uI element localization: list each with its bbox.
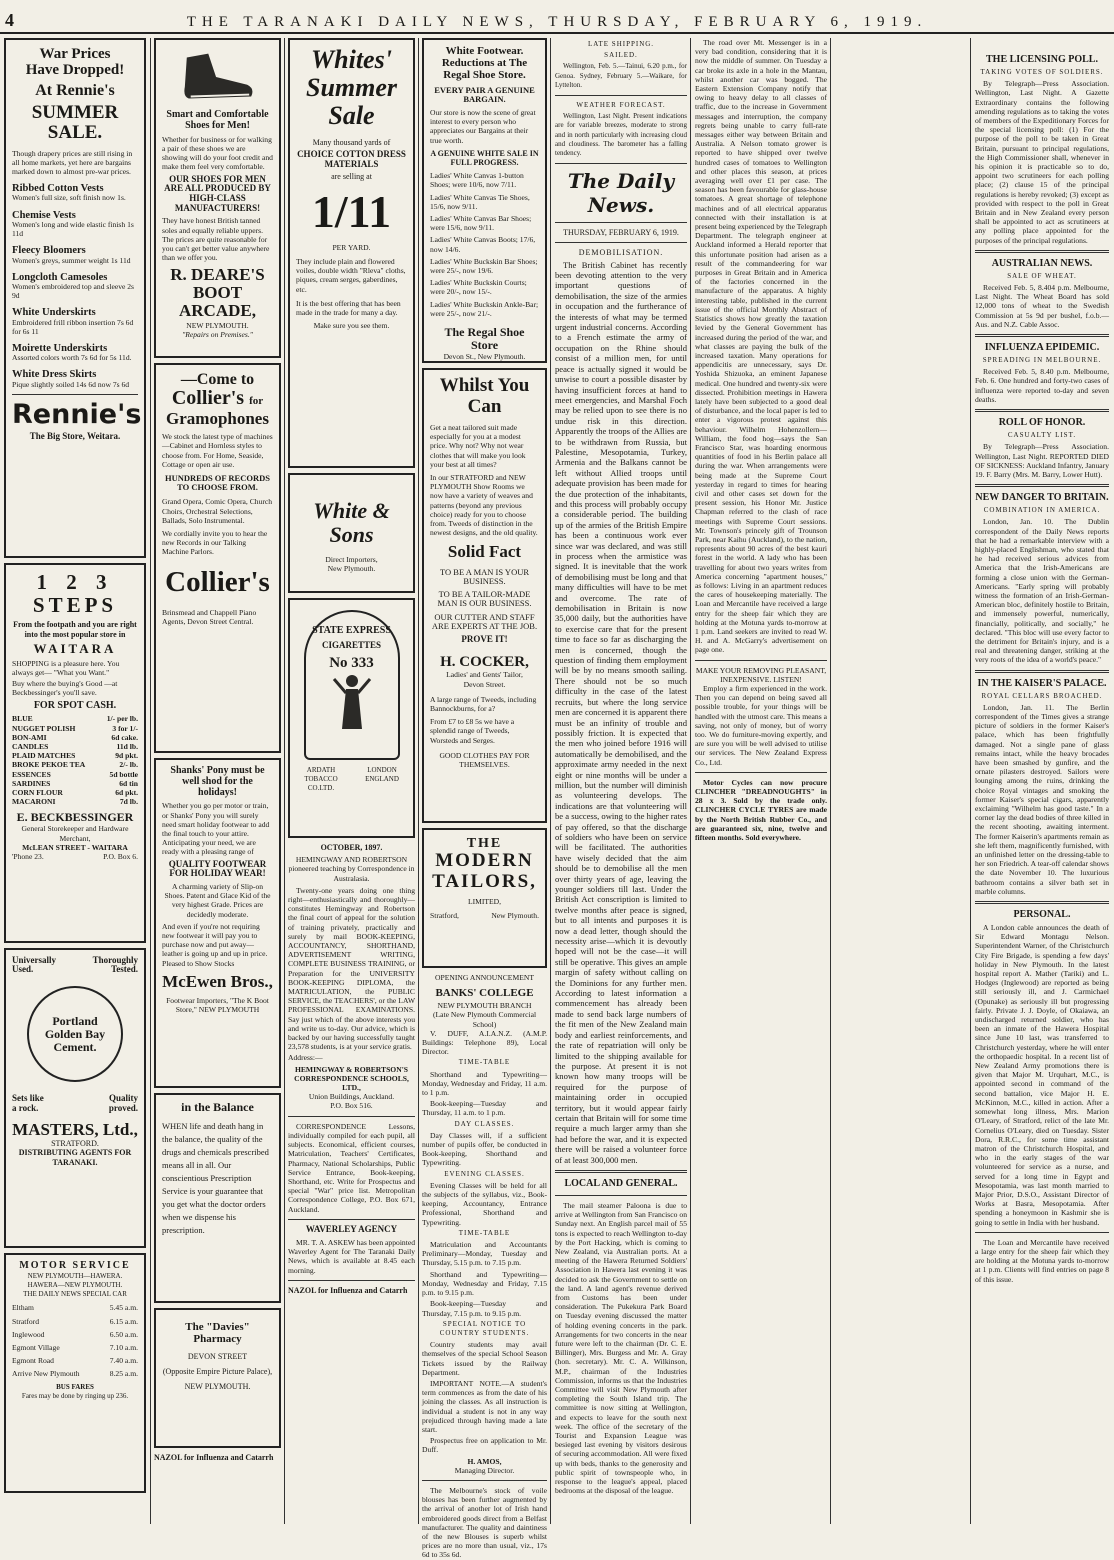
- timetable-row: [12, 1356, 138, 1365]
- ad-text: BUS FARES: [56, 1382, 94, 1391]
- newspaper-title: The Daily News.: [567, 169, 675, 218]
- removal-heading: MAKE YOUR REMOVING PLEASANT, INEXPENSIVE. LISTEN!: [695, 665, 827, 684]
- rennie-item-name: Fleecy Bloomers: [12, 245, 86, 257]
- column-rule: [690, 38, 691, 1524]
- banks-text: Country students may avail themselves of the special School Season Tickets issued by the Railway Department.: [422, 1340, 547, 1377]
- danger-subheading: COMBINATION IN AMERICA.: [983, 506, 1101, 515]
- price-item: NUGGET POLISH: [12, 723, 76, 733]
- banks-text: Matriculation and Accountants Preliminary—Monday, Tuesday and Thursday, 5.15 p.m. to 7.15 p.m.: [422, 1240, 547, 1268]
- ad-heading: Portland Golden Bay Cement.: [44, 1013, 106, 1054]
- ad-text: New Plymouth.: [327, 563, 376, 573]
- roll-of-honor-subheading: CASUALTY LIST.: [1007, 431, 1077, 440]
- banks-subheading: EVENING CLASSES.: [444, 1169, 525, 1178]
- timetable-stop: Inglewood: [12, 1329, 45, 1339]
- deare-ad: [154, 38, 281, 358]
- banks-subheading: NEW PLYMOUTH BRANCH: [437, 1001, 532, 1011]
- ad-text: And even if you're not requiring new footwear it will pay you to purchase now and put away—leather is going up and up in price. Pleased to Show Stocks: [162, 921, 268, 968]
- cement-ad: [4, 948, 146, 1248]
- ad-heading: 1 2 3: [36, 570, 114, 594]
- hemingway-text: HEMINGWAY & ROBERTSON'S CORRESPONDENCE SCHOOLS, LTD.,: [294, 1064, 409, 1093]
- ad-heading: The "Davies" Pharmacy: [185, 1321, 250, 1345]
- figure-illustration: [332, 671, 372, 731]
- banks-heading: BANKS' COLLEGE: [435, 987, 534, 1000]
- timetable-row: [12, 1369, 138, 1378]
- cigarette-badge: [304, 610, 400, 760]
- ad-text: We cordially invite you to hear the new Records in our Talking Machine Parlors.: [162, 529, 268, 557]
- timetable-row: [12, 1303, 138, 1312]
- ad-heading: R. DEARE'S BOOT ARCADE,: [170, 264, 265, 321]
- roll-of-honor-heading: ROLL OF HONOR.: [998, 417, 1086, 429]
- ad-heading: QUALITY FOOTWEAR FOR HOLIDAY WEAR!: [168, 858, 267, 879]
- ad-heading: THE: [466, 836, 503, 851]
- ad-text: Thoroughly: [92, 955, 138, 965]
- blouses-notice: The Melbourne's stock of voile blouses has been further augmented by the arrival of another lot of Irish hand embroidered goods direct from a Belfast manufacturer. The quality and daintiness of the new Blouses is superb whilst prices are no more than usual, viz., 17s 6d to 35s 6d.: [422, 1485, 547, 1560]
- banks-text: Evening Classes will be held for all the subjects of the syllabus, viz., Book-keeping, Accountancy, Entrance Professional, Shorthand and Typewriting.: [422, 1180, 547, 1227]
- price-item: BROKE PEKOE TEA: [12, 760, 86, 770]
- price-item: PLAID MATCHES: [12, 751, 76, 761]
- waverley-heading: WAVERLEY AGENCY: [305, 1223, 398, 1234]
- banks-text: Managing Director.: [454, 1465, 515, 1475]
- timetable-stop: Arrive New Plymouth: [12, 1369, 80, 1379]
- timetable-stop: Eltham: [12, 1303, 34, 1313]
- beckbessinger-ad: [4, 563, 146, 943]
- masthead-bar: [0, 0, 1114, 34]
- ad-text: McLEAN STREET - WAITARA: [22, 842, 128, 852]
- editorial-text: The British Cabinet has recently been devoting attention to the very important questions of demobilisation, the size of the armies in occupation and the furtherance of the interests of what may be termed urgent industrial concerns. According to a French estimate the army of occupation on the Rhine should consist of a million men, for until peace is actually signed it would be unwise to court a possible disaster by having insufficient forces at hand to meet emergencies, and Marshal Foch may be relied upon to see there is no undue risk in this direction. Apparently the troops of the Allies are to be withdrawn from Russia, but Palestine, Mesopotamia, Turkey, Armenia and the Balkans cannot be left without Allied troops until adequate provision has been made for the due protection of the inhabitants, and this process will probably occupy a considerable period. The building up of the armies of the British Empire has been a continuous work ever since war was declared, and was still in process when the armistice was signed. It is inevitable that the work of demobilising must be long and that many difficulties will have to be met and overcome. The rate of demobilisation in Britain is now 35,000 daily, but the authorities have to exercise care that for the present time to face so far as discharging the men is concerned, though the question of finding them employment will be by no means smooth sailing. There should not be so much difficulty in the case of the latest recruits, but where the long service men are concerned it is apparent there must be an infinity of trouble and possibly friction. It is expected that the men who joined before 1916 will automatically be demobilised, and the approximate army needed in the next eight or nine months will be under a million, but the number will diminish as volunteering develops. The indications are that volunteering will be a success, owing to the higher rates of pay offered, so that the discharge of soldiers who have been on service will be facilitated. The authorities have wisely decided that the aim should be to demobilise all the men over thirty years of age, leaving the younger soldiers till last. Under the British Act conscription is limited to twelve months after peace is signed, but to all intents and purposes it is now a dead letter, though should the necessity arise—which it is devoutly hoped will not be the case—it will still be operative. This gives an ample margin of safety without calling on the Dominions for any further men. According to latest information a commencement has already been made to send back large numbers of the fit men of the New Zealand main body and earliest reinforcements, and the rate of repatriation will only be limited to the shipping available for the purpose. At present it is not known how many troops will be required for the purpose of maintaining order in occupied territory, but it would appear fairly certain that Britain will for some time require a much larger army than she had before the war, and it is expected there will be raised a volunteer force of at least 300,000 men.: [555, 259, 687, 1165]
- ad-text: General Storekeeper and Hardware Merchant,: [21, 824, 129, 843]
- australian-news-text: Received Feb. 5, 8.404 p.m. Melbourne, Last Night. The Wheat Board has sold 12,000 tons of wheat to the Swedish Commission at 5s 9d per bushel, f.o.b.—Aus. and N.Z. Cable Assoc.: [975, 283, 1109, 329]
- ad-heading: —Come to: [180, 371, 255, 388]
- po-box: P.O. Box 6.: [103, 851, 138, 861]
- ad-text: From the footpath and you are right into the most popular store in: [13, 620, 137, 639]
- ad-text: GOOD CLOTHES PAY FOR THEMSELVES.: [439, 750, 530, 770]
- price-row: [12, 760, 138, 769]
- price-row: [12, 788, 138, 797]
- licensing-text: By Telegraph—Press Association. Wellington, Last Night. A Gazette Extraordinary contains the following amending regulations as to taking the votes of members of the Expeditionary Forces for the special licensing poll: (1) For the purpose of the poll to be taken in Great Britain, pursuant to principal regulations, the High Commissioner shall, whenever in his opinion it is practicable so to do, appoint two scrutineers for each polling place; (2) clause 15 of the principal regulations is hereby revoked; (3) except as provided with respect to the poll in Great Britain and in New Zealand every person shall be appointed to act as scrutineers at any polling place appointed for the purposes of the principal regulations.: [975, 79, 1109, 245]
- column-4: [422, 38, 547, 1560]
- price-row: [12, 742, 138, 751]
- price-row: [12, 751, 138, 760]
- ad-heading: WAITARA: [33, 640, 117, 656]
- ad-text: Fares may be done by ringing up 236.: [21, 1391, 129, 1400]
- banks-text: Day Classes will, if a sufficient number of pupils offer, be conducted in Book-keeping, Shorthand and Typewriting.: [422, 1130, 547, 1168]
- local-news-continued: The road over Mt. Messenger is in a very bad condition, considering that it is now the middle of summer. On Tuesday a car broke its axle in a hole in the Mantau, whilst another car was bogged. The Eastern Extension Company notify that owing to heavy delay to all classes of traffic, due to the increase in Government messages and interruption, the company regrets being unable to carry full-rate messages either way between Britain and Australia. A Nelson tomato grower is reported to have shipped over twelve hundred cases of tomatoes to Wellington and other places this season, at prices averaging well over £1 per case. The season has been favourable for glass-house tomatoes. A great shortage of telephone machines and of all electrical apparatus connected with their installation is at present being experienced by the Telegraph Department. The telegraph engineer at Auckland informed a Herald reporter that this unfortunate position had arisen as a result of the commandeering for war purposes in Great Britain and in America of the factories concerned in the manufacture of the apparatus. A highly interesting table, published in the current issue of the official Monthly Abstract of Statistics shows how greatly the taxation levied by the General Government has increased during the period of the war, and what classes are paying the bulk of the increased taxation. Many operations for appendicitis are unnecessary, says Dr. Yoshida Shizuoka, an eminent Japanese medical. One hundred and twenty-six were dissected. Prohibition meetings in Hawera lately have been subjected to a good deal of disturbance, and the local paper is led to enter a vigorous protest against this behaviour. Wilhelm Hohenzollern—William, the food hog—says the San Francisco Star, was hoarding enormous quantities of food in his Berlin palace all during the war. When arrangements were being made at the Supreme Court yesterday in regard to times for hearing civil and other cases set down for the present session, his Honor Mr. Justice Chapman referred to the clash of race meetings with Supreme Court sessions. Mr. Townson's princely gift of Trounson Park, near Kaihu (Auckland), to the nation, represents about 90 acres of the best kauri forest in the world. A lady who has been travelling for about two years writes from America concerning "apartment houses," as follows: Living in an apartment reduces the cares of housekeeping materially. The Loan and Mercantile have received a large entry for the sheep fair which they are holding at the Motuna yards to-morrow at 1 p.m. Land seekers are invited to read W. H. and A. McGarry's advertisement on page one.: [695, 38, 827, 655]
- kaiser-subheading: ROYAL CELLARS BROACHED.: [981, 691, 1103, 700]
- ad-text: Our store is now the scene of great interest to every person who appreciates our Bargains at their true worth.: [430, 108, 536, 145]
- ad-heading: CHOICE COTTON DRESS MATERIALS: [297, 149, 406, 169]
- ad-text: Quality: [108, 1093, 138, 1104]
- ad-heading: FOR SPOT CASH.: [33, 699, 117, 711]
- kaiser-text: London, Jan. 11. The Berlin correspondent of the Times gives a strange picture of soldiers in the former Kaiser's palace, which has been frightfully damaged. Not a single pane of glass remains intact, while the heavy brocades have been smashed by gunfire, and the ornate pilasters destroyed. Sailors were lounging among the ruins, drinking the choice Royal vintages and smoking the former Kaiser's special cigars, apparently exclaiming "Wilhelm has good taste." In a corner lay the dead bodies of three killed in the recent shooting, awaiting interment. The former Kaiserin's apartments remain as she left them, magnificently furnished, with an unfinished letter on the dressing-table to her son Friedrich. A tear-off calendar shows the date November 10. The luxurious bathroom contains a silver bath set in marble columns.: [975, 702, 1109, 896]
- masthead: THE TARANAKI DAILY NEWS, THURSDAY, FEBRUARY 6, 1919.: [186, 14, 928, 30]
- ad-text: Sets like: [12, 1093, 44, 1104]
- rennie-item-detail: Women's long and wide elastic finish 1s 11d: [12, 219, 134, 239]
- state-express-ad: [288, 598, 415, 838]
- ad-text: PER YARD.: [332, 242, 371, 252]
- price-item: CORN FLOUR: [12, 788, 63, 798]
- licensing-subheading: TAKING VOTES OF SOLDIERS.: [980, 68, 1104, 76]
- ad-heading: Smart and Comfortable Shoes for Men!: [166, 109, 269, 131]
- price-row: [12, 733, 138, 742]
- phone: 'Phone 23.: [12, 851, 44, 861]
- price-row: [12, 779, 138, 788]
- local-news-text: The mail steamer Paloona is due to arrive at Wellington from San Francisco on Sunday next. An English parcel mail of 55 tons is expected to reach Wellington to-day by the Port Hacking, which is coming to New Zealand, via Australian ports. At a meeting of the Hawera Returned Soldiers' Association in Hawera last evening it was decided to ask the Government to settle on the land. A land agent's revenue derived from Customs has been under consideration. The Pukekura Park Board on Tuesday evening discussed the matter of holding evening concerts in the park. Arrangements for two concerts in the near future were left to the chairman (Dr. C. E. Billinger), Mrs. Burgess and Mr. A. Gray (hon. secretary). Mr. C. A. Wilkinson, M.P., chairman of the Industries Commission, informs us that the Industries Committee will visit New Plymouth after completing the South Island trip. The committee is now sitting at Wellington, and expects to leave for the south next week. The office of the secretary of the Tourist and Expansion League was besieged last evening by visitors desirous of securing accommodation. All were fixed up with beds, thanks to the generosity and public spirit of townspeople who, in response to the league's appeal, placed bedrooms at the disposal of the league.: [555, 1200, 687, 1496]
- licensing-heading: THE LICENSING POLL.: [986, 54, 1098, 65]
- banks-text: Shorthand and Typewriting—Monday, Wednesday and Friday, 11 a.m. to 1 p.m.: [422, 1069, 547, 1098]
- column-6: [695, 38, 827, 1524]
- ad-text: The Big Store, Weitara.: [29, 430, 121, 441]
- price-row: [12, 770, 138, 779]
- rennie-item-name: White Dress Skirts: [12, 369, 97, 381]
- page-number: 4: [5, 10, 14, 30]
- ad-heading: Collier's: [171, 387, 245, 410]
- timetable-time: 6.15 a.m.: [109, 1316, 138, 1326]
- nazol-notice: NAZOL for Influenza and Catarrh: [154, 1453, 274, 1462]
- column-rule: [150, 38, 151, 1524]
- rennie-item-name: Moirette Underskirts: [12, 342, 108, 354]
- rennie-item-name: Chemise Vests: [12, 209, 76, 221]
- column-rule: [550, 38, 551, 1524]
- waverley-text: MR. T. A. ASKEW has been appointed Waverley Agent for The Taranaki Daily News, which is available at 8.45 each morning.: [288, 1237, 415, 1275]
- rennie-ad: [4, 38, 146, 558]
- price-value: 9d pkt.: [115, 751, 138, 761]
- timetable-stop: Egmont Road: [12, 1356, 54, 1366]
- ad-text: STRATFORD.: [51, 1139, 99, 1149]
- hemingway-text: Union Buildings, Auckland.: [308, 1092, 395, 1102]
- ad-heading: Shanks' Pony must be well shod for the holidays!: [170, 765, 265, 798]
- mcewen-ad: [154, 758, 281, 1088]
- timetable-row: [12, 1330, 138, 1339]
- ad-text: TO BE A MAN IS YOUR BUSINESS.: [439, 566, 530, 587]
- rennie-item-detail: Women's embroidered top and sleeve 2s 9d: [12, 281, 135, 301]
- timetable-time: 7.40 a.m.: [109, 1356, 138, 1366]
- price-value: 5d bottle: [109, 769, 138, 779]
- shoe-price-item: Ladies' White Buckskin Bar Shoes; were 25/-, now 19/6.: [430, 256, 538, 276]
- kaiser-heading: IN THE KAISER'S PALACE.: [977, 677, 1107, 689]
- price-value: 2/- lb.: [119, 760, 138, 770]
- ad-text: Buy where the buying's Good —at Beckbessinger's you'll save.: [12, 679, 118, 698]
- ad-text: Brinsmead and Chappell Piano Agents, Devon Street Central.: [162, 607, 257, 627]
- price-item: CANDLES: [12, 742, 49, 751]
- modern-tailors-ad: [422, 828, 547, 968]
- ad-heading: H. COCKER,: [440, 654, 529, 671]
- banks-text: Book-keeping—Tuesday and Thursday, 7.15 p.m. to 9.15 p.m.: [422, 1299, 547, 1318]
- ad-text: Get a neat tailored suit made especially for you at a modest price. Why not? Why not wear clothes that will make you look your best at all times?: [430, 423, 526, 469]
- shoe-price-item: Ladies' White Canvas Boots; 17/6, now 14/6.: [430, 235, 536, 254]
- timetable-time: 7.10 a.m.: [109, 1343, 138, 1353]
- shoe-price-item: Ladies' White Canvas Tie Shoes, 15/6, now 9/11.: [430, 192, 530, 211]
- price-value: 3 for 1/-: [112, 723, 138, 733]
- price-row: [12, 724, 138, 733]
- banks-text: Book-keeping—Tuesday and Thursday, 11 a.m. to 1 p.m.: [422, 1099, 547, 1118]
- ad-heading: Gramophones: [166, 408, 269, 428]
- shipping-subheading: SAILED.: [604, 51, 638, 60]
- ad-heading: SUMMER SALE.: [31, 101, 119, 144]
- column-rule: [970, 38, 971, 1524]
- price-item: SARDINES: [12, 778, 51, 788]
- ad-heading: STEPS: [32, 592, 118, 617]
- price-value: 7d lb.: [119, 797, 138, 807]
- price: 1/11: [311, 186, 392, 238]
- danger-heading: NEW DANGER TO BRITAIN.: [975, 492, 1109, 504]
- clincher-notice: Motor Cycles can now procure CLINCHER "DREADNOUGHTS" in 28 x 3. Sold by the trade only. CLINCHER CYCLE TYRES are made by the North British Rubber Co., and are guaranteed six, nine, twelve and fifteen months. Sold everywhere.: [695, 777, 827, 843]
- rennie-item-name: Longcloth Camesoles: [12, 271, 108, 283]
- ad-text: NEW PLYMOUTH.: [184, 1382, 251, 1392]
- ad-text: Grand Opera, Comic Opera, Church Choirs, Orchestral Selections, Ballads, Solo Instrumental.: [162, 497, 273, 525]
- ad-text: Many thousand yards of: [312, 138, 391, 148]
- banks-text: IMPORTANT NOTE.—A student's term commences as from the date of his joining the classes. As all instruction is individual a student is not in any way prejudiced through having made a late start.: [422, 1378, 547, 1434]
- shipping-heading: LATE SHIPPING.: [587, 40, 655, 48]
- ad-text: "Repairs on Premises.": [182, 329, 253, 339]
- removal-text: Employ a firm experienced in the work. Then you can depend on being saved all possible trouble, for your things will be handled with the utmost care. This means a saving, not only of money, but of worry too. We do furniture-moving expertly, and are sure you will be well advised to utilise our services. The New Zealand Express Co., Ltd.: [695, 684, 827, 767]
- ad-text: Devon St., New Plymouth.: [443, 352, 526, 361]
- roll-of-honor-text: By Telegraph—Press Association. Wellington, Last Night. REPORTED DIED OF SICKNESS: Auckland Infantry, January 19. F. Barry (Mrs. M. Barry, Lower Hutt).: [975, 442, 1109, 479]
- ad-text: TO BE A TAILOR-MADE MAN IS OUR BUSINESS.: [437, 589, 532, 609]
- ad-text: NEW PLYMOUTH—HAWERA. HAWERA—NEW PLYMOUTH.: [27, 1271, 123, 1289]
- price-row: [12, 714, 138, 723]
- shipping-text: Wellington, Feb. 5.—Tainui, 6.20 p.m., for Genoa. Sydney, February 5.—Waikare, for Lyttelton.: [555, 62, 687, 89]
- price-value: 11d lb.: [116, 742, 138, 751]
- ad-heading: OUR SHOES FOR MEN ARE ALL PRODUCED BY HIGH-CLASS MANUFACTURERS!: [164, 173, 271, 213]
- column-5: [555, 38, 687, 1524]
- rennie-item-name: White Underskirts: [12, 307, 96, 319]
- ad-text: In our STRATFORD and NEW PLYMOUTH Show Rooms we now have a variety of weaves and patterns (beyond any previous choice) ready for you to choose from. Tweeds of distinction in the newest designs, and the old quality.: [430, 473, 538, 538]
- ad-text: SHOPPING is a pleasure here. You always get— "What you Want.": [12, 658, 120, 677]
- australian-news-subheading: SALE OF WHEAT.: [1007, 271, 1077, 280]
- ad-text: Make sure you see them.: [313, 321, 390, 331]
- timetable-time: 8.25 a.m.: [109, 1369, 138, 1379]
- hemingway-text: P.O. Box 516.: [330, 1101, 373, 1111]
- ad-text: a rock.: [12, 1102, 39, 1113]
- whites-ad: [288, 38, 415, 468]
- ad-text: Tested.: [111, 964, 138, 975]
- nazol-notice: NAZOL for Influenza and Catarrh: [288, 1285, 408, 1295]
- regal-ad: [422, 38, 547, 363]
- ad-text: are selling at: [331, 171, 372, 181]
- ad-text: Used.: [12, 964, 34, 975]
- ad-text: DISTRIBUTING AGENTS FOR TARANAKI.: [18, 1148, 132, 1167]
- timetable-row: [12, 1343, 138, 1352]
- ad-text: WHEN life and death hang in the balance, the quality of the drugs and chemicals prescribed means all in all. Our conscientious Prescription Service is your guarantee that you get what the doctor orders when we dispense his prescription.: [162, 1120, 269, 1235]
- ad-text: We stock the latest type of machines—Cabinet and Hornless styles to choose from. For Home, Seaside, Cottage or open air use.: [162, 432, 273, 469]
- ad-heading: Whites': [311, 45, 392, 74]
- ad-heading: CIGARETTES: [321, 639, 382, 650]
- white-sons-ad: [288, 473, 415, 593]
- price-list: [12, 714, 138, 806]
- weather-heading: WEATHER FORECAST.: [576, 101, 666, 110]
- ad-text: LIMITED,: [467, 897, 502, 907]
- ad-text: ARDATH TOBACCO CO.LTD.: [304, 766, 338, 793]
- ad-heading: Solid Fact: [447, 542, 522, 562]
- price-value: 6d pkt.: [115, 788, 138, 798]
- cement-logo: [27, 986, 123, 1082]
- rennie-items: [12, 184, 138, 388]
- ad-text: THE DAILY NEWS SPECIAL CAR: [23, 1290, 127, 1299]
- ad-text: Footwear Importers, "The K Boot Store," NEW PLYMOUTH: [166, 996, 269, 1015]
- ad-heading: No 333: [329, 654, 374, 671]
- loan-notice: The Loan and Mercantile have received a large entry for the sheep fair which they are holding at the Motuna yards to-morrow at 1 p.m. Clients will find entries on page 8 of this issue.: [975, 1237, 1109, 1284]
- ad-heading: HUNDREDS OF RECORDS TO CHOOSE FROM.: [164, 473, 270, 493]
- timetable-stop: Stratford: [12, 1316, 39, 1326]
- price-value: 6d tin: [119, 778, 138, 788]
- editorial-heading: DEMOBILISATION.: [578, 248, 664, 258]
- price-item: BON-AMI: [12, 732, 47, 742]
- weather-text: Wellington, Last Night. Present indications are for variable breezes, moderate to strong and in north particularly with increasing cloud and cloudiness. The barometer has a falling tendency.: [555, 112, 687, 158]
- ad-text: It is the best offering that has been made in the trade for many a day.: [296, 298, 401, 317]
- hemingway-date: OCTOBER, 1897.: [320, 843, 383, 852]
- ad-heading: MOTOR SERVICE: [19, 1260, 131, 1271]
- danger-text: London, Jan. 10. The Dublin correspondent of the Daily News reports that he had a remarkable interview with a highly-placed Englishman, who stated that he had received serious advices from America that the Irish-Americans are forming a close union with the German-Americans. "Early spring will probably witness the formation of an Irish-German-American bloc, definitely hostile to Britain, and immensely powerful, numerically, financially, politically, and socially," he declared. "This bloc will use every factor to the detriment for Britain's injury, and is a real and threatening danger, striking at the very roots of the idea of a world's peace.": [975, 517, 1109, 665]
- rennie-name: Rennie's: [12, 398, 142, 430]
- ad-heading: At Rennie's: [35, 82, 115, 100]
- rennie-item-detail: Women's greys, summer weight 1s 11d: [12, 255, 131, 265]
- ad-heading: Collier's: [165, 565, 270, 598]
- column-rule: [830, 38, 831, 1524]
- price-item: BLUE: [12, 714, 33, 724]
- column-2: [154, 38, 281, 1524]
- ad-heading: White Footwear. Reductions at The Regal Shoe Store.: [441, 45, 528, 81]
- shoe-price-item: Ladies' White Buckskin Courts; were 20/-, now 15/-.: [430, 278, 527, 297]
- ad-text: Whether you go per motor or train, or Shanks' Pony you will surely need smart holiday footwear to add the final touch to your attire. Anticipating your need, we are ready with a pleasing range of: [162, 801, 270, 857]
- collier-ad: [154, 363, 281, 753]
- rennie-item-detail: Pique slightly soiled 14s 6d now 7s 6d: [12, 379, 130, 389]
- influenza-text: Received Feb. 5, 8.40 p.m. Melbourne, Feb. 6. One hundred and forty-two cases of influenza were reported to-day and seven deaths.: [975, 367, 1109, 404]
- price-value: 6d cake.: [111, 732, 138, 742]
- ad-text: proved.: [108, 1102, 138, 1113]
- ad-text: (Opposite Empire Picture Palace),: [162, 1366, 273, 1376]
- hemingway-heading: HEMINGWAY AND ROBERTSON pioneered teaching by Correspondence in Australasia.: [288, 855, 415, 883]
- ad-text: Devon Street.: [463, 679, 506, 689]
- rennie-item-detail: Embroidered frill ribbon insertion 7s 6d for 6s 11: [12, 317, 134, 336]
- personal-text: A London cable announces the death of Sir Edward Montagu Nelson. Superintendent Warner, of the Christchurch City Fire Brigade, is spending a few days' holiday in New Plymouth. In the latest hospital report A. Mather (Tariki) and L. Hodges (Inglewood) are reported as being still seriously ill, and J. Carmichael (Opunake) as seriously ill but progressing fairly. Private J. J. Doyle, of Okaiawa, an undischarged returned soldier, who has been an inmate of the Hawera Hospital since June 10 last, was transferred to Christchurch yesterday, where he will enter the orthopaedic hospital. In a recent list of New Zealand Army promotions there is given that Major M. Urquhart, M.C., is appointed second in command of the second battalion, vice Major H. E. McKinnon, M.C., killed in action. After a somewhat long illness, Mrs. Marion O'Leary, of Stratford, relict of the late Mr. Cornelius O'Leary, died on Tuesday. Sister Dora, R.R.C., for some time assistant matron of the Christchurch Hospital, and who in the early stages of the war volunteered for service as a nurse, and served for a long time in Egypt and Mesopotamia, was last month married to Major Prior, D.S.O., Assistant Director of Works at Basra, Mesopotamia. After spending a honeymoon in Kashmir she is going to settle in India with her husband.: [975, 923, 1109, 1227]
- editorial-date: THURSDAY, FEBRUARY 6, 1919.: [563, 228, 679, 238]
- ad-text: A large range of Tweeds, including Bannockburns, for a?: [430, 694, 537, 714]
- banks-text: H. AMOS,: [467, 1456, 502, 1466]
- banks-text: V. DUFF, A.I.A.N.Z. (A.M.P. Buildings: Telephone 89), Local Director.: [422, 1028, 547, 1057]
- shoe-price-list: [430, 171, 539, 318]
- motor-service-ad: [4, 1253, 146, 1493]
- ad-text: OUR CUTTER AND STAFF ARE EXPERTS AT THE JOB.: [431, 611, 538, 631]
- ad-heading: White & Sons: [313, 498, 390, 547]
- banks-announcement: OPENING ANNOUNCEMENT: [435, 973, 534, 982]
- ad-heading: in the Balance: [181, 1100, 254, 1114]
- shoe-price-item: Ladies' White Canvas 1-button Shoes; were 10/6, now 7/11.: [430, 171, 524, 190]
- ad-heading: Whilst You Can: [439, 375, 530, 417]
- ad-heading: MASTERS, Ltd.,: [12, 1119, 138, 1139]
- banks-subheading: (Late New Plymouth Commercial School): [432, 1010, 537, 1029]
- ad-text: A charming variety of Slip-on Shoes. Patent and Glace Kid of the very highest Grade. Prices are decidedly moderate.: [164, 882, 271, 919]
- ad-heading: TAILORS,: [432, 870, 537, 892]
- ad-heading: EVERY PAIR A GENUINE BARGAIN.: [434, 84, 535, 104]
- influenza-subheading: SPREADING IN MELBOURNE.: [982, 356, 1102, 365]
- ad-heading: MODERN: [435, 850, 534, 872]
- ad-text: PROVE IT!: [461, 634, 508, 645]
- shoe-price-item: Ladies' White Buckskin Ankle-Bar; were 25/-, now 21/-.: [430, 299, 539, 318]
- local-news-heading: LOCAL AND GENERAL.: [564, 1177, 678, 1189]
- column-rule: [284, 38, 285, 1524]
- banks-subheading: TIME-TABLE: [458, 1058, 511, 1067]
- timetable-row: [12, 1317, 138, 1326]
- ad-heading: for: [249, 395, 264, 408]
- price-row: [12, 797, 138, 806]
- ad-text: From £7 to £8 5s we have a splendid range of Tweeds, Worsteds and Serges.: [430, 717, 515, 745]
- price-item: MACARONI: [12, 797, 56, 807]
- rennie-item-name: Ribbed Cotton Vests: [12, 183, 104, 195]
- price-value: 1/- per lb.: [106, 714, 138, 724]
- column-1: [4, 38, 146, 1524]
- personal-heading: PERSONAL.: [1013, 909, 1071, 921]
- ad-text: LONDON ENGLAND: [365, 766, 399, 784]
- hemingway-text: Twenty-one years doing one thing right—enthusiastically and thoroughly—constitutes Hemingway and Robertson the final court of appeal for the solution of training privately, practically and surely by mail BOOK-KEEPING, ACCOUNTANCY, SHORTHAND, ADVERTISEMENT WRITING, COMPLETE BUSINESS TRAINING, or Preparation for the UNIVERSITY BOOK-KEEPING DIPLOMA, the MATRICULATION, the PUBLIC SERVICE, the TEACHERS', or the LAW PROFESSIONAL EXAMINATIONS. Say just which of the above interests you and write us to-day. Our advice, which is backed by our having successfully taught 23,578 students, is at your service gratis.: [288, 885, 415, 1052]
- ad-text: NEW PLYMOUTH.: [186, 320, 249, 330]
- hemingway-text: Address:—: [288, 1053, 323, 1063]
- ad-text: They have honest British tanned soles and equally reliable uppers. The prices are quite reasonable for you can't get better value anywhere than we offer you.: [162, 216, 270, 263]
- column-7: [975, 38, 1109, 1524]
- cocker-ad: [422, 368, 547, 823]
- rennie-item-detail: Assorted colors worth 7s 6d for 5s 11d.: [12, 353, 132, 363]
- ad-text: Ladies' and Gents' Tailor,: [446, 670, 523, 680]
- price-item: ESSENCES: [12, 769, 51, 779]
- column-rule: [418, 38, 419, 1524]
- ad-heading: E. BECKBESSINGER: [16, 810, 134, 825]
- banks-subheading: DAY CLASSES.: [454, 1119, 515, 1128]
- shoe-illustration: [179, 46, 257, 108]
- banks-text: Prospectus free on application to Mr. Duff.: [422, 1436, 547, 1455]
- ad-text: New Plymouth.: [491, 911, 539, 921]
- ad-heading: A GENUINE WHITE SALE IN FULL PROGRESS.: [430, 148, 539, 168]
- timetable-time: 5.45 a.m.: [109, 1303, 138, 1313]
- ad-text: Universally: [12, 955, 56, 965]
- ad-heading: The Regal Shoe Store: [444, 325, 525, 353]
- ad-text: Whether for business or for walking a pair of these shoes we are showing will do your foot credit and make them feel very comfortable.: [162, 134, 273, 172]
- banks-subheading: SPECIAL NOTICE TO COUNTRY STUDENTS.: [439, 1319, 530, 1337]
- davies-ad: [154, 1308, 281, 1448]
- banks-text: Shorthand and Typewriting—Monday, Wednesday and Friday, 7.15 p.m. to 9.15 p.m.: [422, 1269, 547, 1298]
- banks-subheading: TIME-TABLE: [458, 1228, 511, 1237]
- ad-heading: McEwen Bros.,: [162, 971, 273, 991]
- ad-text: DEVON STREET: [187, 1351, 248, 1361]
- balance-ad: [154, 1093, 281, 1303]
- australian-news-heading: AUSTRALIAN NEWS.: [991, 257, 1093, 269]
- ad-text: Though drapery prices are still rising in all home markets, yet here are bargains marked down to almost pre-war prices.: [12, 148, 133, 177]
- ad-text: Direct Importers,: [325, 554, 378, 564]
- shoe-price-item: Ladies' White Canvas Bar Shoes; were 15/6, now 9/11.: [430, 214, 532, 233]
- timetable: [12, 1303, 138, 1378]
- influenza-heading: INFLUENZA EPIDEMIC.: [984, 342, 1100, 354]
- timetable-stop: Egmont Village: [12, 1343, 60, 1353]
- ad-heading: Have Dropped!: [25, 62, 125, 79]
- college-notice: CORRESPONDENCE Lessons, individually compiled for each pupil, all subjects. Economical, efficient courses, Matriculation, Teachers' Certificates, Pharmacy, National Scholarships, Public Service Entrance, Book-keeping, Shorthand, etc. Write for Prospectus and special "War" price list. Metropolitan Correspondence College, P.O. Box 671, Auckland.: [288, 1121, 415, 1214]
- ad-heading: War Prices: [39, 46, 111, 62]
- ad-heading: Summer: [305, 73, 398, 103]
- ad-text: They include plain and flowered voiles, double width "Rleva" cloths, piques, cream serges, gaberdines, etc.: [296, 256, 406, 294]
- column-3: [288, 38, 415, 1524]
- ad-heading: Sale: [328, 101, 375, 131]
- rennie-item-detail: Women's full size, soft finish now 1s.: [12, 193, 126, 203]
- ad-heading: STATE EXPRESS: [312, 625, 391, 636]
- timetable-time: 6.50 a.m.: [109, 1329, 138, 1339]
- ad-text: Stratford,: [430, 911, 459, 921]
